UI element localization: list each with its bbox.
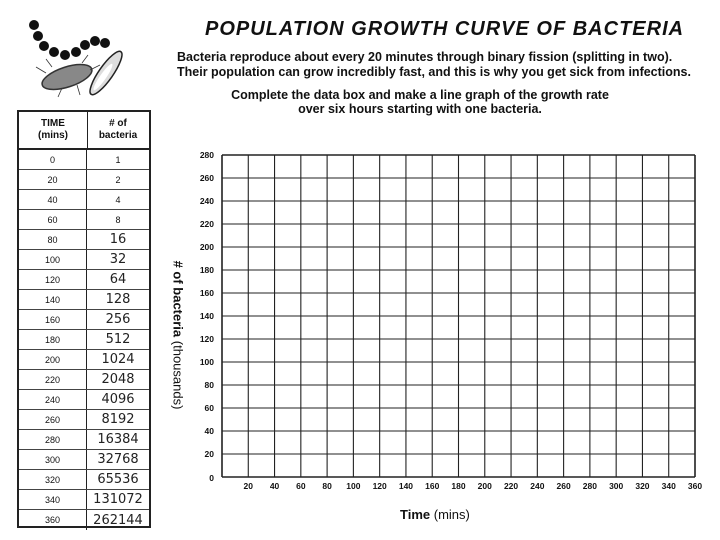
x-tick-label: 220 — [503, 481, 519, 491]
y-tick-label: 280 — [199, 150, 214, 160]
time-cell: 140 — [19, 290, 87, 309]
column-header-time-line1: TIME — [41, 118, 65, 129]
time-cell: 200 — [19, 350, 87, 369]
x-tick-label: 320 — [635, 481, 650, 491]
time-cell: 300 — [19, 450, 87, 469]
y-tick-label: 120 — [199, 334, 214, 344]
time-cell: 260 — [19, 410, 87, 429]
x-tick-label: 240 — [530, 481, 545, 491]
time-cell: 220 — [19, 370, 87, 389]
bacteria-count-cell[interactable]: 128 — [105, 292, 131, 307]
time-cell: 240 — [19, 390, 87, 409]
y-tick-label: 160 — [199, 288, 214, 298]
y-tick-label: 20 — [204, 449, 214, 459]
x-tick-label: 60 — [296, 481, 306, 491]
bacteria-count-cell[interactable]: 256 — [105, 312, 131, 327]
y-tick-label: 80 — [204, 380, 214, 390]
y-axis-label-bold: # of bacteria — [170, 260, 186, 338]
bacteria-count-cell[interactable]: 16 — [109, 232, 127, 247]
time-cell: 60 — [19, 210, 87, 229]
time-cell: 280 — [19, 430, 87, 449]
column-header-count-line1: # of — [109, 118, 127, 129]
y-tick-label: 40 — [204, 426, 214, 436]
bacteria-count-cell[interactable]: 32 — [109, 252, 127, 267]
x-tick-label: 180 — [451, 481, 466, 491]
x-tick-label: 20 — [243, 481, 254, 491]
bacteria-count-cell[interactable]: 65536 — [97, 472, 139, 487]
y-tick-label: 140 — [199, 311, 214, 321]
x-axis-label — [400, 507, 470, 522]
y-tick-label: 0 — [209, 473, 214, 483]
bacteria-count-cell[interactable]: 4096 — [101, 392, 135, 407]
time-cell: 80 — [19, 230, 87, 249]
y-tick-label: 60 — [204, 403, 214, 413]
time-cell: 340 — [19, 490, 87, 509]
y-axis-label-unit: (thousands) — [170, 340, 186, 410]
bacteria-count-cell: 2 — [115, 174, 121, 185]
time-cell: 20 — [19, 170, 87, 189]
instructions-line-1: Complete the data box and make a line graph of the growth rate — [231, 88, 609, 102]
x-tick-label: 100 — [346, 481, 361, 491]
time-cell: 320 — [19, 470, 87, 489]
x-tick-label: 200 — [477, 481, 492, 491]
x-tick-label: 300 — [609, 481, 624, 491]
time-cell: 120 — [19, 270, 87, 289]
page-title: POPULATION GROWTH CURVE OF BACTERIA — [205, 18, 685, 40]
y-tick-label: 100 — [199, 357, 214, 367]
x-tick-label: 360 — [687, 481, 703, 491]
time-cell: 40 — [19, 190, 87, 209]
bacteria-count-cell[interactable]: 64 — [109, 272, 127, 287]
time-cell: 360 — [19, 510, 87, 530]
bacteria-count-cell[interactable]: 512 — [105, 332, 131, 347]
bacteria-count-cell: 1 — [115, 154, 121, 165]
intro-line-2: Their population can grow incredibly fast, and this is why you get sick from infections. — [177, 65, 691, 79]
x-tick-label: 120 — [372, 481, 387, 491]
y-tick-label: 200 — [199, 242, 214, 252]
y-tick-label: 180 — [199, 265, 214, 275]
y-tick-label: 220 — [199, 219, 214, 229]
bacteria-count-cell: 4 — [115, 194, 121, 205]
bacteria-count-cell[interactable]: 16384 — [97, 432, 139, 447]
time-cell: 180 — [19, 330, 87, 349]
instructions-line-2: over six hours starting with one bacteria. — [298, 102, 542, 116]
y-tick-label: 240 — [199, 196, 214, 206]
time-cell: 0 — [19, 150, 87, 169]
time-cell: 160 — [19, 310, 87, 329]
column-header-time-line2: (mins) — [38, 130, 68, 141]
y-tick-label: 260 — [199, 173, 214, 183]
bacteria-count-cell[interactable]: 8192 — [101, 412, 135, 427]
x-tick-label: 160 — [425, 481, 440, 491]
x-tick-label: 340 — [661, 481, 676, 491]
x-tick-label: 280 — [582, 481, 597, 491]
x-axis-label-bold: Time — [400, 507, 431, 522]
bacteria-count-cell[interactable]: 262144 — [93, 512, 143, 528]
x-tick-label: 40 — [269, 481, 280, 491]
column-header-count-line2: bacteria — [98, 130, 138, 141]
x-axis-label-unit: (mins) — [433, 507, 470, 522]
bacteria-count-cell[interactable]: 131072 — [93, 492, 143, 507]
bacteria-count-cell: 8 — [115, 214, 121, 225]
intro-line-1: Bacteria reproduce about every 20 minutes through binary fission (splitting in two). — [177, 50, 673, 64]
bacteria-count-cell[interactable]: 2048 — [101, 372, 135, 387]
x-tick-label: 80 — [322, 481, 332, 491]
x-tick-label: 260 — [556, 481, 571, 491]
x-tick-label: 140 — [398, 481, 414, 491]
bacteria-count-cell[interactable]: 32768 — [97, 452, 139, 467]
time-cell: 100 — [19, 250, 87, 269]
bacteria-count-cell[interactable]: 1024 — [101, 352, 135, 367]
